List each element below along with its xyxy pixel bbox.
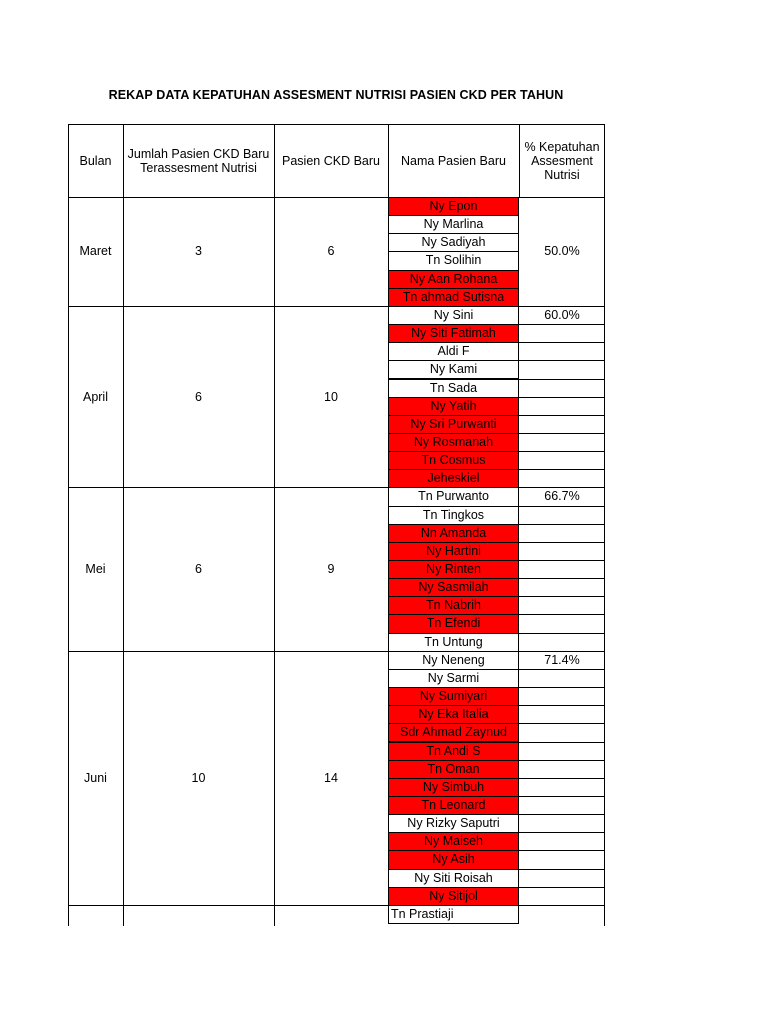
patient-name-cell: Tn Sada xyxy=(388,379,519,398)
empty-percent-cell xyxy=(519,887,605,905)
empty-percent-cell xyxy=(519,705,605,723)
percent-row-border xyxy=(519,379,605,380)
month-bulan-cell: Juni xyxy=(84,770,107,785)
patient-name-cell: Jeheskiel xyxy=(388,469,519,488)
patient-name-cell: Tn Leonard xyxy=(388,796,519,815)
patient-name-cell: Ny Simbuh xyxy=(388,778,519,797)
percent-row-border xyxy=(519,669,605,670)
patient-name-cell: Tn Nabrih xyxy=(388,596,519,615)
month-jumlah-cell: 10 xyxy=(191,770,206,785)
empty-percent-cell xyxy=(519,687,605,705)
empty-percent-cell xyxy=(519,360,605,378)
patient-name-cell: Nn Amanda xyxy=(388,524,519,543)
patient-name-cell: Ny Yatih xyxy=(388,397,519,416)
patient-name-cell: Ny Siti Fatimah xyxy=(388,324,519,343)
patient-name-cell: Ny Sasmilah xyxy=(388,578,519,597)
header-persen: % Kepatuhan Assesment Nutrisi xyxy=(524,139,600,182)
patient-name-cell: Ny Sarmi xyxy=(388,669,519,688)
empty-percent-cell xyxy=(519,560,605,578)
patient-name-cell: Tn Tingkos xyxy=(388,506,519,525)
percent-row-border xyxy=(519,542,605,543)
percent-row-border xyxy=(519,415,605,416)
month-pasien-cell: 10 xyxy=(324,389,338,404)
patient-name-cell: Ny Rosmanah xyxy=(388,433,519,452)
compliance-percent-cell: 60.0% xyxy=(544,307,580,322)
patient-name-cell: Ny Maiseh xyxy=(388,832,519,851)
month-bulan-cell: April xyxy=(82,389,108,404)
patient-name-cell: Ny Aan Rohana xyxy=(388,270,519,289)
percent-row-border xyxy=(519,614,605,615)
patient-name-cell: Tn Solihin xyxy=(388,251,519,270)
percent-row-border xyxy=(519,742,605,743)
table-top-border xyxy=(68,124,605,125)
empty-percent-cell xyxy=(519,778,605,796)
empty-percent-cell xyxy=(519,633,605,651)
patient-name-cell: Ny Marlina xyxy=(388,215,519,234)
empty-percent-cell xyxy=(519,742,605,760)
empty-percent-cell xyxy=(519,342,605,360)
patient-name-cell: Tn Cosmus xyxy=(388,451,519,470)
percent-row-border xyxy=(519,796,605,797)
month-pasien-cell: 6 xyxy=(327,244,335,259)
patient-name-cell: Ny Siti Roisah xyxy=(388,869,519,888)
empty-percent-cell xyxy=(519,451,605,469)
empty-percent-cell xyxy=(519,524,605,542)
empty-percent-cell xyxy=(519,469,605,487)
patient-name-cell: Ny Hartini xyxy=(388,542,519,561)
report-table xyxy=(68,124,605,926)
empty-percent-cell xyxy=(519,832,605,850)
patient-name-cell: Ny Kami xyxy=(388,360,519,379)
patient-name-cell: Ny Eka Italia xyxy=(388,705,519,724)
header-bulan: Bulan xyxy=(79,153,112,168)
percent-row-border xyxy=(519,506,605,507)
empty-percent-cell xyxy=(519,324,605,342)
header-pasien: Pasien CKD Baru xyxy=(282,153,380,168)
percent-row-border xyxy=(519,760,605,761)
percent-row-border xyxy=(519,397,605,398)
month-pasien-cell: 9 xyxy=(327,562,335,577)
empty-percent-cell xyxy=(519,760,605,778)
header-jumlah: Jumlah Pasien CKD Baru Terassesment Nutrisi xyxy=(127,146,270,175)
empty-percent-cell xyxy=(519,578,605,596)
header-nama: Nama Pasien Baru xyxy=(401,153,506,168)
patient-name-cell: Ny Asih xyxy=(388,850,519,869)
patient-name-cell: Sdr Ahmad Zaynud xyxy=(388,723,519,742)
compliance-percent-cell: 50.0% xyxy=(544,244,580,259)
empty-percent-cell xyxy=(519,433,605,451)
percent-row-border xyxy=(519,342,605,343)
column-divider xyxy=(519,124,520,197)
patient-name-cell: Tn Andi S xyxy=(388,742,519,761)
empty-percent-cell xyxy=(519,814,605,832)
patient-name-cell: Ny Sini xyxy=(388,306,519,325)
empty-percent-cell xyxy=(519,669,605,687)
compliance-percent-cell: 71.4% xyxy=(544,652,580,667)
percent-row-border xyxy=(519,469,605,470)
patient-name-cell: Tn Oman xyxy=(388,760,519,779)
month-jumlah-cell: 3 xyxy=(195,244,202,259)
patient-name-cell: Ny Rinten xyxy=(388,560,519,579)
patient-name-cell: Tn ahmad Sutisna xyxy=(388,288,519,307)
month-jumlah-cell: 6 xyxy=(195,562,202,577)
percent-row-border xyxy=(519,869,605,870)
empty-percent-cell xyxy=(519,415,605,433)
patient-name-cell: Tn Untung xyxy=(388,633,519,652)
percent-row-border xyxy=(519,687,605,688)
month-separator xyxy=(68,905,389,906)
empty-percent-cell xyxy=(519,379,605,397)
percent-row-border xyxy=(519,578,605,579)
empty-percent-cell xyxy=(519,596,605,614)
empty-percent-cell xyxy=(519,397,605,415)
empty-percent-cell xyxy=(519,542,605,560)
percent-row-border xyxy=(519,778,605,779)
patient-name-cell: Ny Sitijol xyxy=(388,887,519,906)
percent-row-border xyxy=(519,524,605,525)
month-bulan-cell: Maret xyxy=(79,244,112,259)
patient-name-cell: Ny Sadiyah xyxy=(388,233,519,252)
percent-row-border xyxy=(519,324,605,325)
patient-name-cell: Tn Purwanto xyxy=(388,487,519,506)
empty-percent-cell xyxy=(519,796,605,814)
compliance-percent-cell: 66.7% xyxy=(544,489,580,504)
patient-name-cell: Ny Rizky Saputri xyxy=(388,814,519,833)
percent-row-border xyxy=(519,832,605,833)
patient-name-cell: Ny Neneng xyxy=(388,651,519,670)
month-pasien-cell: 14 xyxy=(324,770,338,785)
percent-row-border xyxy=(519,560,605,561)
percent-row-border xyxy=(519,433,605,434)
patient-name-cell: Tn Efendi xyxy=(388,614,519,633)
patient-name-cell: Aldi F xyxy=(388,342,519,361)
empty-percent-cell xyxy=(519,614,605,632)
month-bulan-cell: Mei xyxy=(85,562,106,577)
percent-row-border xyxy=(519,850,605,851)
empty-percent-cell xyxy=(519,506,605,524)
patient-name-cell: Tn Prastiaji xyxy=(388,905,519,924)
percent-row-border xyxy=(519,451,605,452)
month-jumlah-cell: 6 xyxy=(195,389,202,404)
percent-row-border xyxy=(519,723,605,724)
month-separator xyxy=(519,905,605,906)
patient-name-cell: Ny Sri Purwanti xyxy=(388,415,519,434)
percent-row-border xyxy=(519,633,605,634)
percent-row-border xyxy=(519,887,605,888)
patient-name-cell: Ny Epon xyxy=(388,197,519,216)
patient-name-cell: Ny Sumiyari xyxy=(388,687,519,706)
percent-row-border xyxy=(519,596,605,597)
percent-row-border xyxy=(519,360,605,361)
empty-percent-cell xyxy=(519,723,605,741)
empty-percent-cell xyxy=(519,850,605,868)
column-divider xyxy=(388,124,389,197)
percent-row-border xyxy=(519,814,605,815)
report-title: REKAP DATA KEPATUHAN ASSESMENT NUTRISI PASIEN CKD PER TAHUN xyxy=(108,88,564,102)
percent-row-border xyxy=(519,705,605,706)
empty-percent-cell xyxy=(519,869,605,887)
